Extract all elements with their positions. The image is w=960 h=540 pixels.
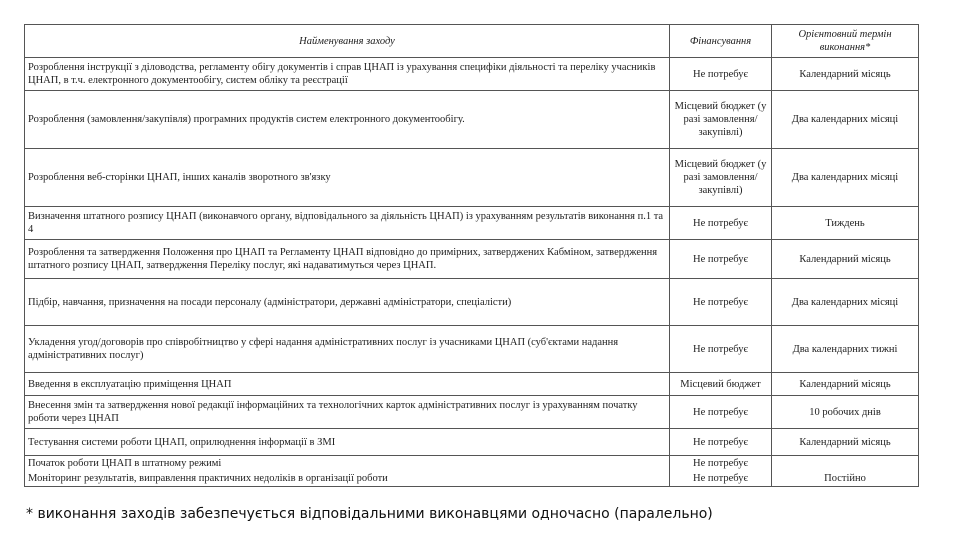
financing-cell: Місцевий бюджет (у разі замовлення/закупівлі)	[670, 91, 772, 149]
table-row	[25, 471, 919, 487]
header-term: Орієнтовний термін виконання*	[772, 25, 919, 58]
financing-cell: Не потребує	[670, 429, 772, 456]
table-row	[25, 456, 919, 472]
term-cell: Календарний місяць	[772, 373, 919, 396]
measure-cell: Розроблення та затвердження Положення про ЦНАП та Регламенту ЦНАП відповідно до примірних, затверджених Кабміном, затвердження штатного розпису ЦНАП, затвердження Переліку послуг, які надаватимуться через ЦНАП.	[25, 240, 670, 279]
financing-cell: Не потребує	[670, 396, 772, 429]
financing-cell: Місцевий бюджет (у разі замовлення/закупівлі)	[670, 149, 772, 207]
table-header-row	[25, 25, 919, 58]
term-cell: Два календарних місяці	[772, 279, 919, 326]
financing-cell: Не потребує	[670, 240, 772, 279]
measure-cell: Розроблення інструкції з діловодства, регламенту обігу документів і справ ЦНАП із урахування специфіки діяльності та переліку учасників ЦНАП, в т.ч. електронного документообігу, систем обліку та реєстрації	[25, 58, 670, 91]
financing-cell: Не потребує	[670, 326, 772, 373]
term-cell	[772, 456, 919, 472]
table-row	[25, 240, 919, 279]
table-row	[25, 429, 919, 456]
header-measure: Найменування заходу	[25, 25, 670, 58]
table-row	[25, 396, 919, 429]
financing-cell: Місцевий бюджет	[670, 373, 772, 396]
measures-table	[24, 24, 919, 487]
header-financing: Фінансування	[670, 25, 772, 58]
financing-cell: Не потребує	[670, 279, 772, 326]
measure-cell: Укладення угод/договорів про співробітництво у сфері надання адміністративних послуг із учасниками ЦНАП (суб'єктами надання адміністративних послуг)	[25, 326, 670, 373]
measure-cell: Підбір, навчання, призначення на посади персоналу (адміністратори, державні адміністратори, спеціалісти)	[25, 279, 670, 326]
term-cell: Календарний місяць	[772, 429, 919, 456]
financing-cell: Не потребує	[670, 207, 772, 240]
measure-cell: Внесення змін та затвердження нової редакції інформаційних та технологічних карток адміністративних послуг із урахуванням початку роботи через ЦНАП	[25, 396, 670, 429]
table-row	[25, 58, 919, 91]
footnote: * виконання заходів забезпечується відповідальними виконавцями одночасно (паралельно)	[26, 506, 713, 522]
financing-cell: Не потребує	[670, 456, 772, 472]
term-cell: Календарний місяць	[772, 240, 919, 279]
table-row	[25, 373, 919, 396]
measure-cell: Тестування системи роботи ЦНАП, оприлюднення інформації в ЗМІ	[25, 429, 670, 456]
table-row	[25, 207, 919, 240]
term-cell: Два календарних місяці	[772, 91, 919, 149]
term-cell: Два календарних тижні	[772, 326, 919, 373]
table-row	[25, 91, 919, 149]
term-cell: Постійно	[772, 471, 919, 487]
financing-cell: Не потребує	[670, 58, 772, 91]
measure-cell: Визначення штатного розпису ЦНАП (виконавчого органу, відповідального за діяльність ЦНАП) із урахуванням результатів виконання п.1 та 4	[25, 207, 670, 240]
term-cell: Два календарних місяці	[772, 149, 919, 207]
financing-cell: Не потребує	[670, 471, 772, 487]
measure-cell: Розроблення веб-сторінки ЦНАП, інших каналів зворотного зв'язку	[25, 149, 670, 207]
table-row	[25, 279, 919, 326]
term-cell: 10 робочих днів	[772, 396, 919, 429]
measure-cell: Моніторинг результатів, виправлення практичних недоліків в організації роботи	[25, 471, 670, 487]
measure-cell: Розроблення (замовлення/закупівля) програмних продуктів систем електронного документообігу.	[25, 91, 670, 149]
table-row	[25, 326, 919, 373]
measure-cell: Початок роботи ЦНАП в штатному режимі	[25, 456, 670, 472]
table-row	[25, 149, 919, 207]
measure-cell: Введення в експлуатацію приміщення ЦНАП	[25, 373, 670, 396]
term-cell: Календарний місяць	[772, 58, 919, 91]
term-cell: Тиждень	[772, 207, 919, 240]
